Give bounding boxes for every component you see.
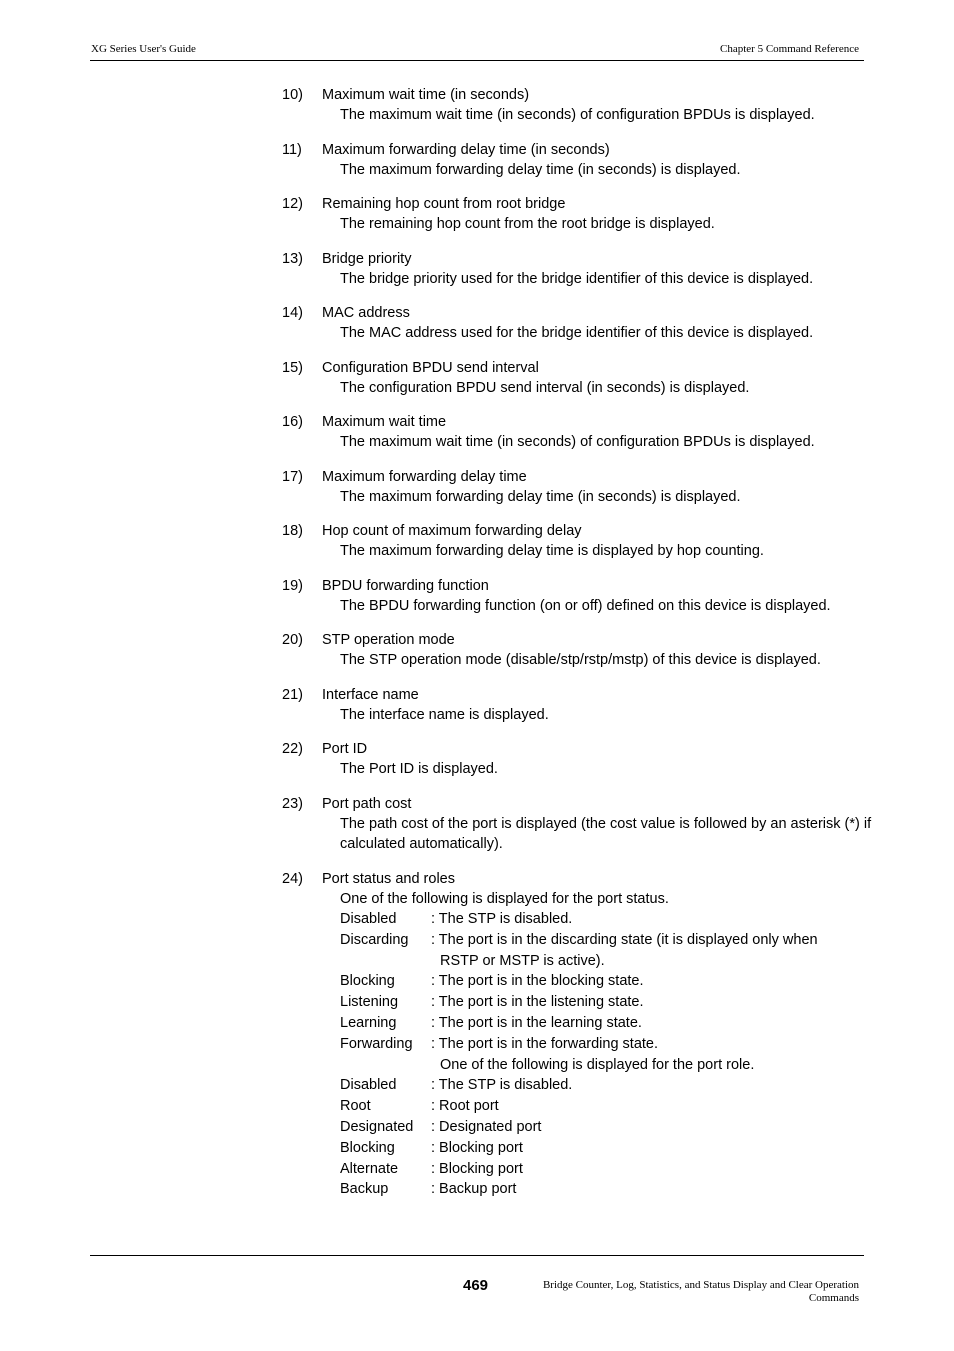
definition-term: Blocking	[340, 973, 395, 990]
item-number: 18)	[282, 523, 303, 539]
definition-row	[340, 1075, 872, 1096]
list-item	[282, 304, 872, 344]
definition-term: Disabled	[340, 1077, 397, 1094]
item-title: Port status and roles	[322, 870, 455, 887]
definition-row	[340, 1159, 872, 1180]
item-title: Maximum wait time (in seconds)	[322, 87, 530, 103]
definition-row	[340, 1179, 872, 1200]
item-number: 11)	[282, 141, 302, 158]
definition-text: : Blocking port	[431, 1139, 523, 1156]
definition-term: Discarding	[340, 931, 409, 948]
definition-term: Root	[340, 1098, 371, 1115]
definition-row	[340, 930, 872, 951]
item-title: Hop count of maximum forwarding delay	[322, 523, 582, 539]
item-title: STP operation mode	[322, 632, 455, 648]
definition-row	[340, 1138, 872, 1159]
definition-continuation: RSTP or MSTP is active).	[440, 952, 605, 969]
item-description: The maximum wait time (in seconds) of configuration BPDUs is displayed.	[340, 434, 815, 450]
item-number: 14)	[282, 305, 303, 321]
item-title: Port ID	[322, 741, 368, 757]
list-item	[282, 86, 872, 126]
definition-text: : Designated port	[431, 1118, 542, 1135]
item-description: The BPDU forwarding function (on or off) defined on this device is displayed.	[340, 597, 831, 614]
item-number: 17)	[282, 468, 303, 485]
definition-term: Listening	[340, 994, 399, 1011]
definition-text: : The STP is disabled.	[431, 911, 573, 927]
main-content	[282, 86, 872, 1215]
role-intro: One of the following is displayed for the port role.	[440, 1056, 755, 1073]
item-description: The path cost of the port is displayed (the cost value is followed by an asterisk (*) if calculated automatically).	[340, 815, 872, 852]
item-title: Maximum forwarding delay time	[322, 468, 527, 485]
list-item-port-status	[282, 870, 872, 1201]
list-item	[282, 250, 872, 290]
definition-term: Alternate	[340, 1160, 399, 1177]
definition-text: : The port is in the blocking state.	[431, 973, 644, 990]
definition-term: Forwarding	[340, 1035, 413, 1052]
list-item	[282, 141, 872, 181]
definition-text: : The port is in the listening state.	[431, 994, 644, 1011]
list-item	[282, 740, 872, 780]
item-title: MAC address	[322, 305, 410, 321]
item-description: The MAC address used for the bridge identifier of this device is displayed.	[340, 325, 814, 341]
item-description: The maximum forwarding delay time (in seconds) is displayed.	[340, 161, 741, 178]
item-title: BPDU forwarding function	[322, 577, 489, 594]
item-description: The Port ID is displayed.	[340, 761, 498, 777]
list-item	[282, 631, 872, 671]
header-guide-title: XG Series User's Guide	[91, 43, 196, 55]
item-number: 12)	[282, 196, 303, 212]
definition-term: Learning	[340, 1014, 397, 1031]
definition-text: : The port is in the discarding state (it is displayed only when	[431, 931, 818, 948]
item-number: 23)	[282, 795, 303, 812]
item-title: Configuration BPDU send interval	[322, 359, 539, 376]
definition-text: : The port is in the learning state.	[431, 1014, 642, 1031]
item-title: Interface name	[322, 686, 419, 703]
definition-text: : Backup port	[431, 1181, 517, 1198]
item-title: Bridge priority	[322, 250, 412, 267]
footer-title-line: Commands	[808, 1292, 859, 1304]
item-description: The maximum forwarding delay time is displayed by hop counting.	[340, 543, 764, 559]
definition-text: : Blocking port	[431, 1160, 523, 1177]
definition-row	[340, 1096, 872, 1117]
definition-text: : The STP is disabled.	[431, 1077, 573, 1094]
definition-term: Blocking	[340, 1139, 395, 1156]
item-number: 19)	[282, 577, 303, 594]
item-number: 20)	[282, 632, 303, 648]
definition-text: : The port is in the forwarding state.	[431, 1035, 659, 1052]
list-item	[282, 522, 872, 562]
definition-row	[340, 909, 872, 930]
item-title: Port path cost	[322, 795, 412, 812]
page-number: 469	[463, 1277, 489, 1294]
list-item	[282, 468, 872, 508]
item-description: The remaining hop count from the root bridge is displayed.	[340, 216, 715, 232]
item-number: 10)	[282, 87, 303, 103]
item-description: The maximum forwarding delay time (in seconds) is displayed.	[340, 488, 741, 505]
item-title: Maximum forwarding delay time (in seconds)	[322, 141, 610, 158]
definition-text: : Root port	[431, 1098, 499, 1115]
footer-title-line: Bridge Counter, Log, Statistics, and Status Display and Clear Operation	[542, 1279, 859, 1291]
item-description: The bridge priority used for the bridge identifier of this device is displayed.	[340, 270, 814, 287]
definition-row	[340, 992, 872, 1013]
list-item	[282, 577, 872, 617]
item-number: 22)	[282, 741, 303, 757]
item-number: 13)	[282, 250, 303, 267]
item-title: Remaining hop count from root bridge	[322, 196, 566, 212]
item-description: The interface name is displayed.	[340, 706, 549, 723]
header-rule	[90, 60, 864, 61]
item-number: 21)	[282, 686, 303, 703]
item-number: 24)	[282, 870, 303, 887]
definition-row	[340, 971, 872, 992]
item-description: The STP operation mode (disable/stp/rstp/mstp) of this device is displayed.	[340, 652, 821, 668]
definition-row	[340, 1034, 872, 1055]
list-item	[282, 413, 872, 453]
item-number: 15)	[282, 359, 303, 376]
item-number: 16)	[282, 414, 303, 430]
status-definition-list	[282, 909, 872, 1200]
list-item	[282, 795, 872, 855]
item-title: Maximum wait time	[322, 414, 447, 430]
item-description: The configuration BPDU send interval (in seconds) is displayed.	[340, 379, 750, 396]
list-item	[282, 686, 872, 726]
definition-term: Backup	[340, 1181, 389, 1198]
definition-row	[340, 1117, 872, 1138]
footer-rule	[90, 1255, 864, 1256]
header-chapter-title: Chapter 5 Command Reference	[720, 43, 859, 55]
list-item	[282, 195, 872, 235]
definition-term: Designated	[340, 1118, 414, 1135]
definition-row	[340, 1013, 872, 1034]
definition-term: Disabled	[340, 911, 397, 927]
list-item	[282, 359, 872, 399]
item-description: One of the following is displayed for the port status.	[340, 890, 669, 907]
footer-section-title	[499, 1279, 859, 1305]
item-description: The maximum wait time (in seconds) of configuration BPDUs is displayed.	[340, 107, 815, 123]
